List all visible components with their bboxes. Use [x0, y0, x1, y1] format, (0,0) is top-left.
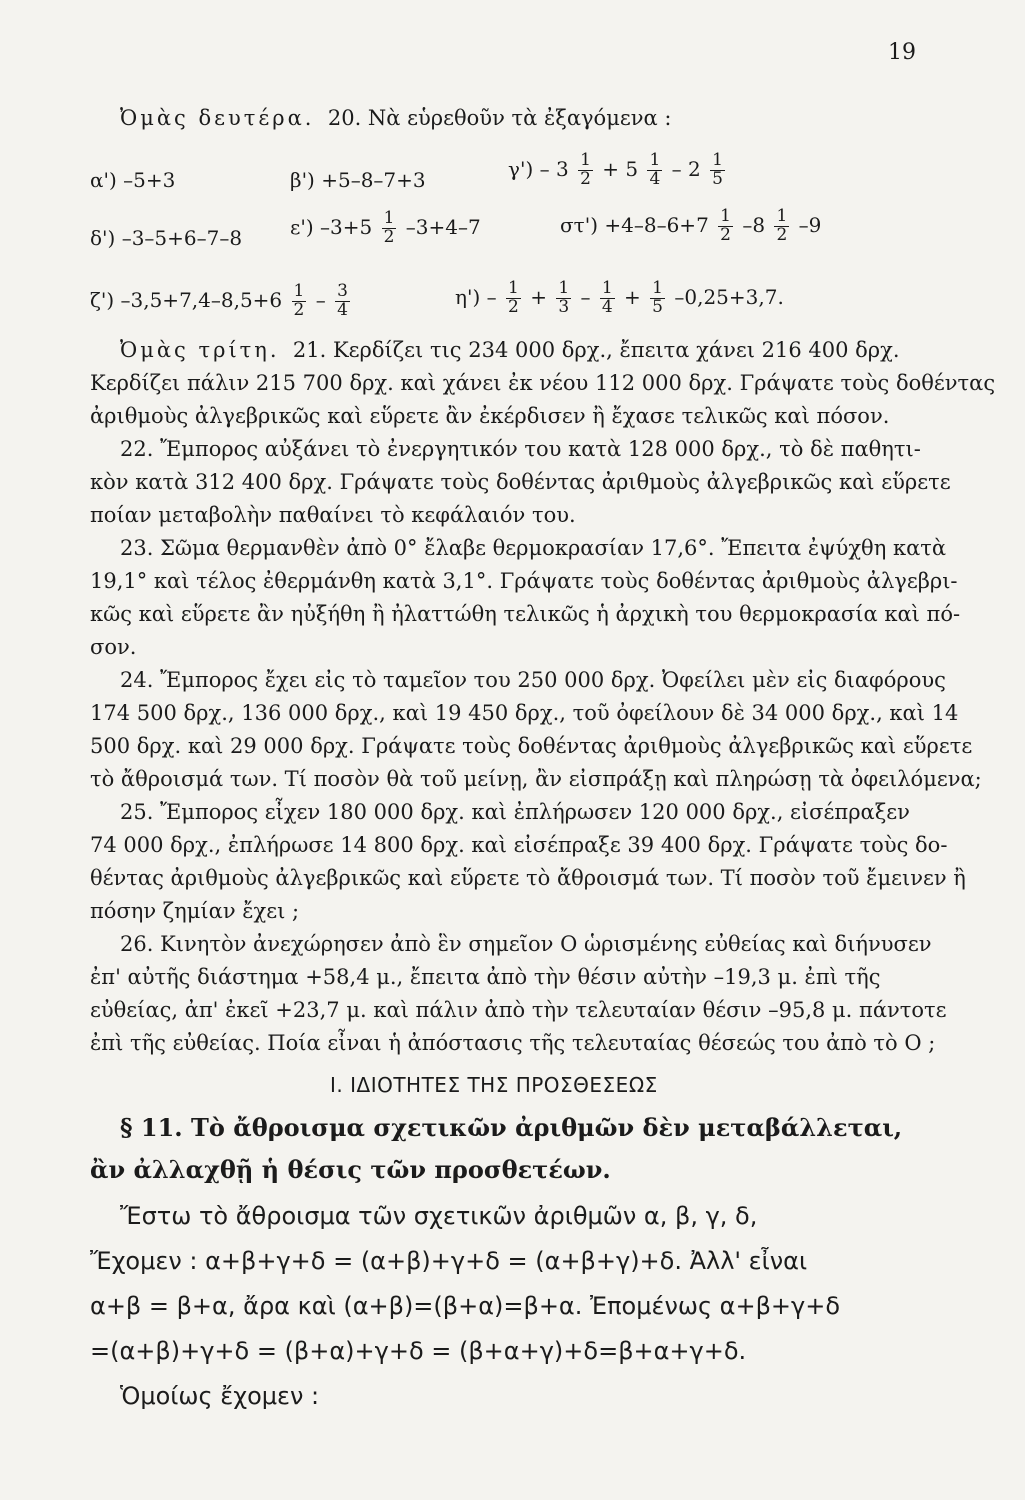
exercise-group-heading	[120, 108, 671, 129]
problem-line: τὸ ἄθροισμά των. Τί ποσὸν θὰ τοῦ μείνῃ, ἂν εἰσπράξῃ καὶ πληρώσῃ τὰ ὀφειλόμενα;	[90, 767, 982, 791]
page-number: 19	[888, 40, 916, 65]
fraction: $\frac{1}{2}$	[720, 206, 731, 245]
problem-line: 174 500 δρχ., 136 000 δρχ., καὶ 19 450 δρχ., τοῦ ὀφείλουν δὲ 34 000 δρχ., καὶ 14	[90, 701, 959, 725]
problem-line: 19,1° καὶ τέλος ἐθερμάνθη κατὰ 3,1°. Γράψατε τοὺς δοθέντας ἀριθμοὺς ἀλγεβρι-	[90, 569, 958, 593]
problem-line: 23. Σῶμα θερμανθὲν ἀπὸ 0° ἔλαβε θερμοκρασίαν 17,6°. Ἔπειτα ἐψύχθη κατὰ	[120, 536, 947, 560]
exercise-c	[508, 152, 728, 189]
fraction: $\frac{1}{2}$	[580, 150, 591, 189]
problem-line: θέντας ἀριθμοὺς ἀλγεβρικῶς καὶ εὕρετε τὸ ἄθροισμά των. Τί ποσὸν τοῦ ἔμεινεν ἢ	[90, 866, 966, 890]
fraction: $\frac{1}{3}$	[558, 278, 570, 317]
problem-line: 26. Κινητὸν ἀνεχώρησεν ἀπὸ ἓν σημεῖον Ο ὡρισμένης εὐθείας καὶ διήνυσεν	[120, 932, 932, 956]
group-title: Ὀμὰς δευτέρα.	[120, 106, 315, 130]
problem-line: Κερδίζει πάλιν 215 700 δρχ. καὶ χάνει ἐκ νέου 112 000 δρχ. Γράψατε τοὺς δοθέντας	[90, 371, 996, 395]
expression-rest: –3+4–7	[405, 214, 481, 239]
operator: – 2	[671, 156, 701, 181]
problem-line: ποίαν μεταβολὴν παθαίνει τὸ κεφάλαιόν του.	[90, 503, 576, 527]
paragraph-heading: § 11. Τὸ ἄθροισμα σχετικῶν ἀριθμῶν δὲν μεταβάλλεται,	[120, 1113, 903, 1142]
problem-line: 500 δρχ. καὶ 29 000 δρχ. Γράψατε τοὺς δοθέντας ἀριθμοὺς ἀλγεβρικῶς καὶ εὕρετε	[90, 734, 973, 758]
exercise-h-label: η') –	[455, 284, 497, 309]
section-title: I. ΙΔΙΟΤΗΤΕΣ ΤΗΣ ΠΡΟΣΘΕΣΕΩΣ	[330, 1073, 658, 1097]
operator: –	[580, 284, 591, 309]
problem-line: σον.	[90, 635, 137, 659]
fraction: $\frac{1}{5}$	[652, 278, 663, 317]
paragraph-line: Ἔστω τὸ ἄθροισμα τῶν σχετικῶν ἀριθμῶν α, β, γ, δ,	[120, 1202, 758, 1230]
paragraph-line: α+β = β+α, ἄρα καὶ (α+β)=(β+α)=β+α. Ἐπομένως α+β+γ+δ	[90, 1292, 841, 1320]
exercise-c-label: γ') – 3	[508, 156, 569, 181]
fraction: $\frac{3}{4}$	[337, 281, 348, 320]
exercise-z	[90, 283, 353, 320]
problem-line: εὐθείας, ἀπ' ἐκεῖ +23,7 μ. καὶ πάλιν ἀπὸ τὴν τελευταίαν θέσιν –95,8 μ. πάντοτε	[90, 998, 947, 1022]
paragraph-heading: ἂν ἀλλαχθῇ ἡ θέσις τῶν προσθετέων.	[90, 1155, 611, 1184]
paragraph-line: Ἔχομεν : α+β+γ+δ = (α+β)+γ+δ = (α+β+γ)+δ. Ἀλλ' εἶναι	[90, 1247, 808, 1275]
problem-line: 74 000 δρχ., ἐπλήρωσε 14 800 δρχ. καὶ εἰσέπραξε 39 400 δρχ. Γράψατε τοὺς δο-	[90, 833, 948, 857]
problem-line: κὸν κατὰ 312 400 δρχ. Γράψατε τοὺς δοθέντας ἀριθμοὺς ἀλγεβρικῶς καὶ εὕρετε	[90, 470, 951, 494]
problem-line: πόσην ζημίαν ἔχει ;	[90, 899, 300, 923]
problem-line: κῶς καὶ εὕρετε ἂν ηὐξήθη ἢ ἠλαττώθη τελικῶς ἡ ἀρχικὴ του θερμοκρασία καὶ πό-	[90, 602, 961, 626]
paragraph-line: =(α+β)+γ+δ = (β+α)+γ+δ = (β+α+γ)+δ=β+α+γ+δ.	[90, 1337, 747, 1365]
fraction: $\frac{1}{2}$	[293, 281, 305, 320]
problem-line: ἐπ' αὐτῆς διάστημα +58,4 μ., ἔπειτα ἀπὸ τὴν θέσιν αὐτὴν –19,3 μ. ἐπὶ τῆς	[90, 965, 881, 989]
exercise-b: β') +5–8–7+3	[290, 168, 426, 192]
exercise-a: α') –5+3	[90, 168, 176, 192]
operator: –8	[742, 212, 766, 237]
group-intro: 20. Νὰ εὑρεθοῦν τὰ ἐξαγόμενα :	[327, 106, 672, 130]
exercise-e-label: ε') –3+5	[290, 214, 373, 239]
problem-line: ἐπὶ τῆς εὐθείας. Ποία εἶναι ἡ ἀπόστασις τῆς τελευταίας θέσεώς του ἀπὸ τὸ Ο ;	[90, 1031, 936, 1055]
problem-line: ἀριθμοὺς ἀλγεβρικῶς καὶ εὕρετε ἂν ἐκέρδισεν ἢ ἔχασε τελικῶς καὶ πόσον.	[90, 404, 890, 428]
operator: –	[315, 287, 326, 312]
problem-line: 22. Ἔμπορος αὐξάνει τὸ ἐνεργητικόν του κατὰ 128 000 δρχ., τὸ δὲ παθητι-	[120, 437, 921, 461]
operator: +	[624, 284, 641, 309]
exercise-z-label: ζ') –3,5+7,4–8,5+6	[90, 287, 283, 312]
fraction: $\frac{1}{2}$	[508, 278, 519, 317]
group-title: Ὀμὰς τρίτη.	[120, 338, 280, 362]
exercise-d: δ') –3–5+6–7–8	[90, 226, 243, 250]
fraction: $\frac{1}{4}$	[601, 278, 613, 317]
fraction: $\frac{1}{4}$	[649, 150, 661, 189]
problem-line: 21. Κερδίζει τις 234 000 δρχ., ἔπειτα χάνει 216 400 δρχ.	[292, 338, 900, 362]
fraction: $\frac{1}{5}$	[712, 150, 723, 189]
exercise-st-label: στ') +4–8–6+7	[560, 212, 709, 237]
operator: –9	[798, 212, 822, 237]
operator: +	[530, 284, 547, 309]
expression-rest: –0,25+3,7.	[674, 284, 784, 309]
exercise-h	[455, 280, 784, 317]
exercise-group-heading	[120, 340, 900, 361]
problem-line: 24. Ἔμπορος ἔχει εἰς τὸ ταμεῖον του 250 000 δρχ. Ὀφείλει μὲν εἰς διαφόρους	[120, 668, 946, 692]
fraction: $\frac{1}{2}$	[383, 208, 395, 247]
exercise-e	[290, 210, 481, 247]
paragraph-line: Ὁμοίως ἔχομεν :	[120, 1382, 320, 1410]
exercise-st	[560, 208, 821, 245]
fraction: $\frac{1}{2}$	[776, 206, 788, 245]
problem-line: 25. Ἔμπορος εἶχεν 180 000 δρχ. καὶ ἐπλήρωσεν 120 000 δρχ., εἰσέπραξεν	[120, 800, 910, 824]
operator: + 5	[602, 156, 639, 181]
